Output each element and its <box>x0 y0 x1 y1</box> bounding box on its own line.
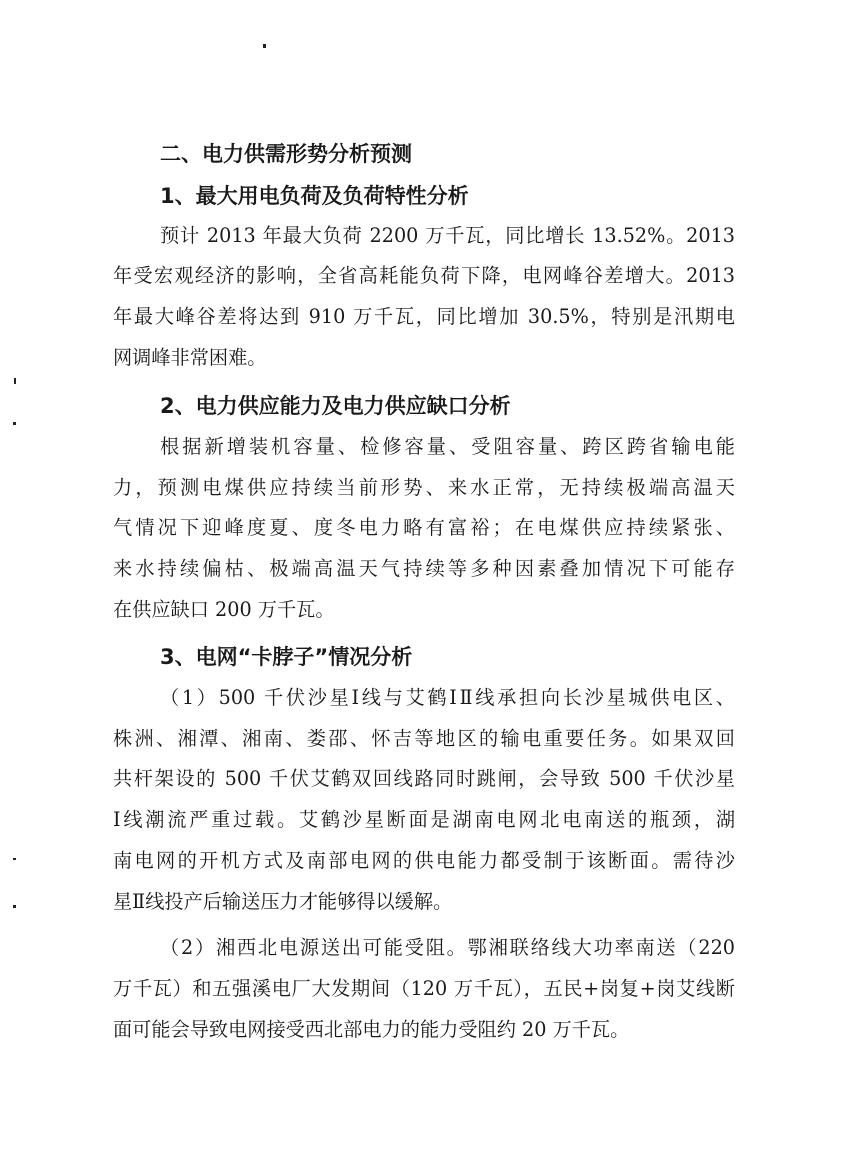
paragraph-line: 共杆架设的 500 千伏艾鹤双回线路同时跳闸，会导致 500 千伏沙星 <box>113 767 735 790</box>
paragraph-line: 株洲、湘潭、湘南、娄邵、怀吉等地区的输电重要任务。如果双回 <box>113 727 735 750</box>
paragraph-line: 万千瓦）和五强溪电厂大发期间（120 万千瓦），五民+岗复+岗艾线断 <box>113 977 735 1000</box>
scan-dot <box>263 44 266 48</box>
paragraph-line: 预计 2013 年最大负荷 2200 万千瓦，同比增长 13.52%。2013 <box>160 224 735 247</box>
scan-edge-mark <box>13 905 16 908</box>
subsection-heading-3: 3、电网“卡脖子”情况分析 <box>160 645 413 669</box>
paragraph-line: 网调峰非常困难。 <box>113 346 267 369</box>
paragraph-line: 星Ⅱ线投产后输送压力才能够得以缓解。 <box>113 890 453 913</box>
paragraph-line: 南电网的开机方式及南部电网的供电能力都受制于该断面。需待沙 <box>113 849 735 872</box>
paragraph-line: 根据新增装机容量、检修容量、受阻容量、跨区跨省输电能 <box>160 435 735 458</box>
paragraph-line: 面可能会导致电网接受西北部电力的能力受阻约 20 万千瓦。 <box>113 1018 630 1041</box>
scan-edge-mark <box>13 422 16 425</box>
paragraph-line: 气情况下迎峰度夏、度冬电力略有富裕；在电煤供应持续紧张、 <box>113 516 735 539</box>
paragraph-line: 力，预测电煤供应持续当前形势、来水正常，无持续极端高温天 <box>113 476 735 499</box>
paragraph-line: 年最大峰谷差将达到 910 万千瓦，同比增加 30.5%，特别是汛期电 <box>113 305 735 328</box>
paragraph-line: （1）500 千伏沙星Ⅰ线与艾鹤ⅠⅡ线承担向长沙星城供电区、 <box>160 686 735 709</box>
paragraph-line: 在供应缺口 200 万千瓦。 <box>113 598 335 621</box>
scan-edge-mark <box>13 858 16 860</box>
paragraph-line: （2）湘西北电源送出可能受阻。鄂湘联络线大功率南送（220 <box>160 936 735 959</box>
paragraph-line: Ⅰ线潮流严重过载。艾鹤沙星断面是湖南电网北电南送的瓶颈，湖 <box>113 808 735 831</box>
paragraph-line: 年受宏观经济的影响，全省高耗能负荷下降，电网峰谷差增大。2013 <box>113 264 735 287</box>
subsection-heading-2: 2、电力供应能力及电力供应缺口分析 <box>160 394 511 418</box>
scan-edge-mark <box>14 378 16 384</box>
paragraph-line: 来水持续偏枯、极端高温天气持续等多种因素叠加情况下可能存 <box>113 557 735 580</box>
subsection-heading-1: 1、最大用电负荷及负荷特性分析 <box>160 184 469 208</box>
section-heading: 二、电力供需形势分析预测 <box>160 142 412 166</box>
